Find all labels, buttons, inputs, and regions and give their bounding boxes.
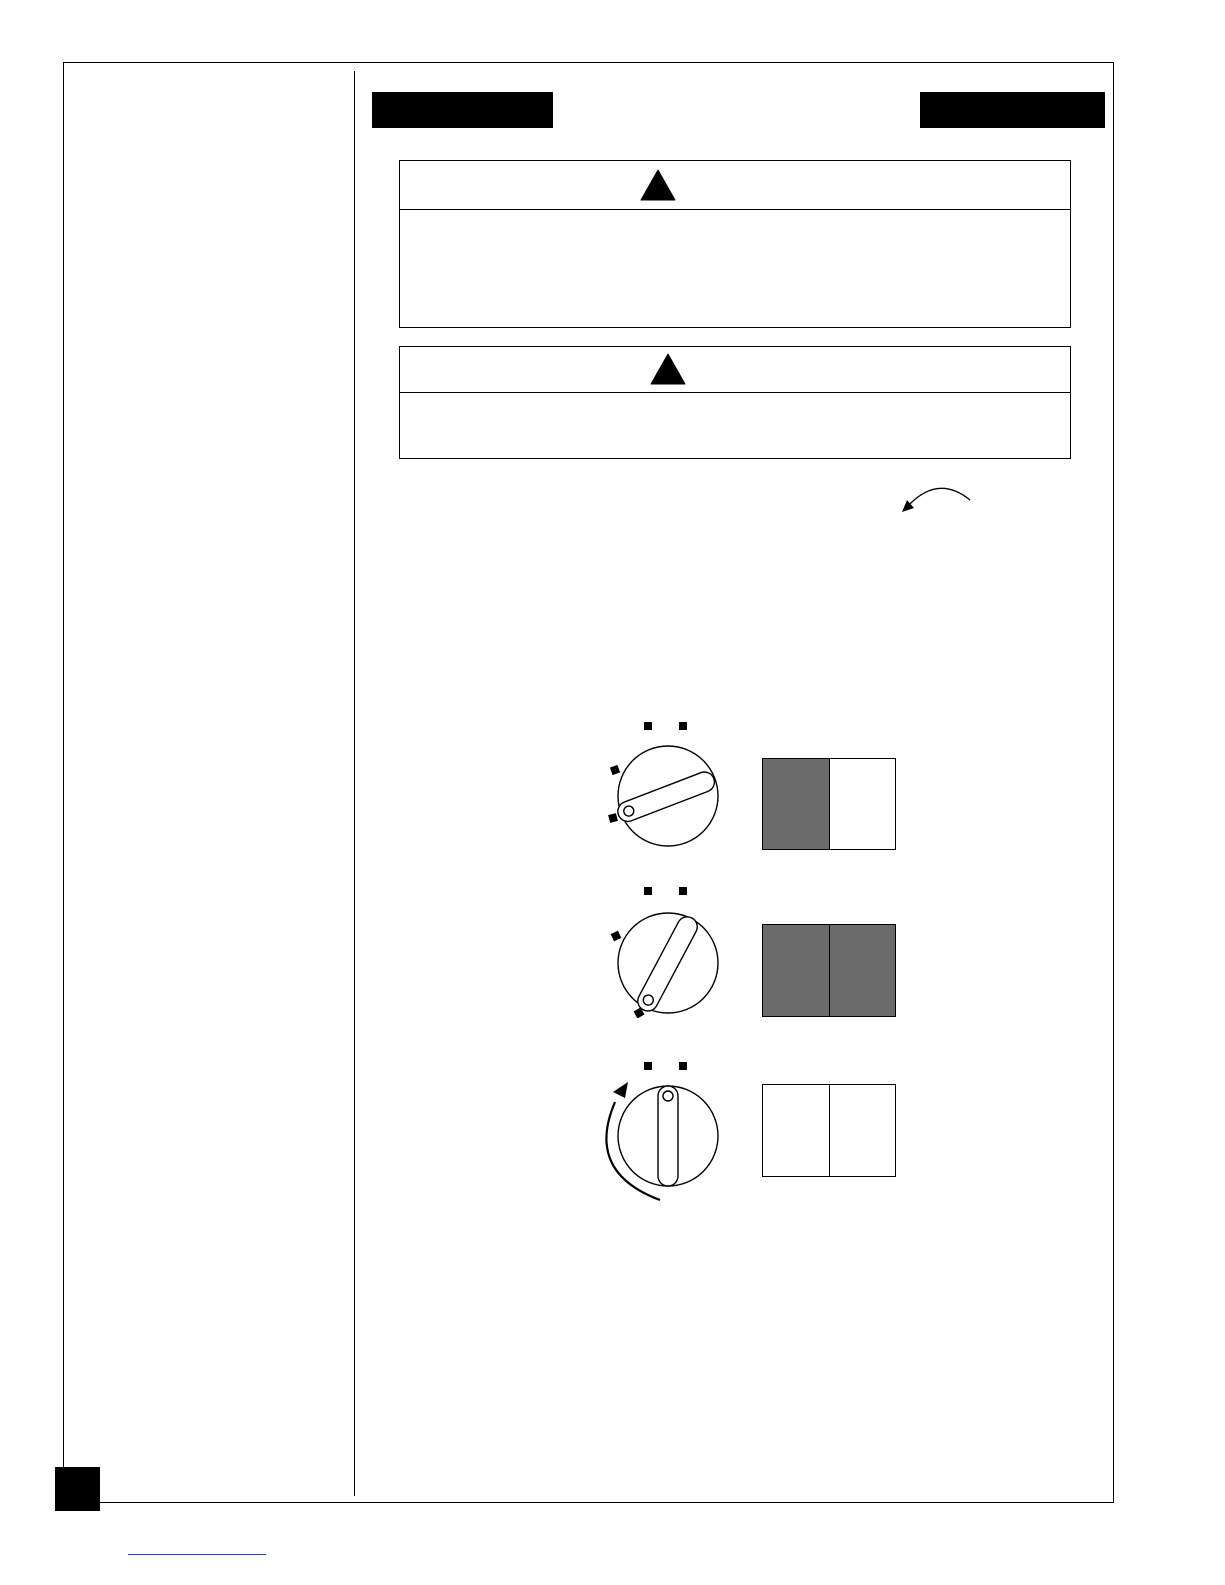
flame-indicator-2-left xyxy=(763,925,829,1016)
tick-mark xyxy=(644,1062,652,1070)
tick-mark xyxy=(611,931,622,942)
flame-indicator-2-right xyxy=(829,925,896,1016)
warning-box-2 xyxy=(399,346,1071,459)
flame-indicator-1 xyxy=(762,758,896,850)
warning-box-1-text xyxy=(400,210,1070,230)
footer-link[interactable] xyxy=(128,1554,266,1555)
flame-indicator-1-right xyxy=(829,759,896,849)
tick-mark xyxy=(679,887,687,895)
tick-mark xyxy=(679,722,687,730)
flame-indicator-2 xyxy=(762,924,896,1017)
warning-box-1-header xyxy=(400,161,1070,210)
tick-mark xyxy=(608,813,618,823)
control-knob-position-3 xyxy=(595,1052,725,1212)
warning-box-2-text xyxy=(400,393,1070,413)
knob-handle xyxy=(658,1086,678,1186)
tick-mark xyxy=(644,887,652,895)
tick-mark xyxy=(610,765,620,775)
section-header-left xyxy=(372,92,553,128)
flame-indicator-3-left xyxy=(763,1085,829,1176)
page-number-tab xyxy=(55,1467,100,1511)
warning-box-1 xyxy=(399,160,1071,328)
flame-indicator-3-right xyxy=(829,1085,896,1176)
flame-indicator-1-left xyxy=(763,759,829,849)
counterclockwise-arrow-icon xyxy=(898,482,974,514)
flame-indicator-3 xyxy=(762,1084,896,1177)
section-header-right xyxy=(920,92,1105,128)
tick-mark xyxy=(679,1062,687,1070)
warning-triangle-icon xyxy=(650,353,686,385)
column-divider xyxy=(354,71,355,1496)
warning-box-2-header xyxy=(400,347,1070,393)
tick-mark xyxy=(644,722,652,730)
warning-triangle-icon xyxy=(640,169,676,201)
control-knob-position-2 xyxy=(595,878,725,1018)
control-knob-position-1 xyxy=(595,712,725,852)
